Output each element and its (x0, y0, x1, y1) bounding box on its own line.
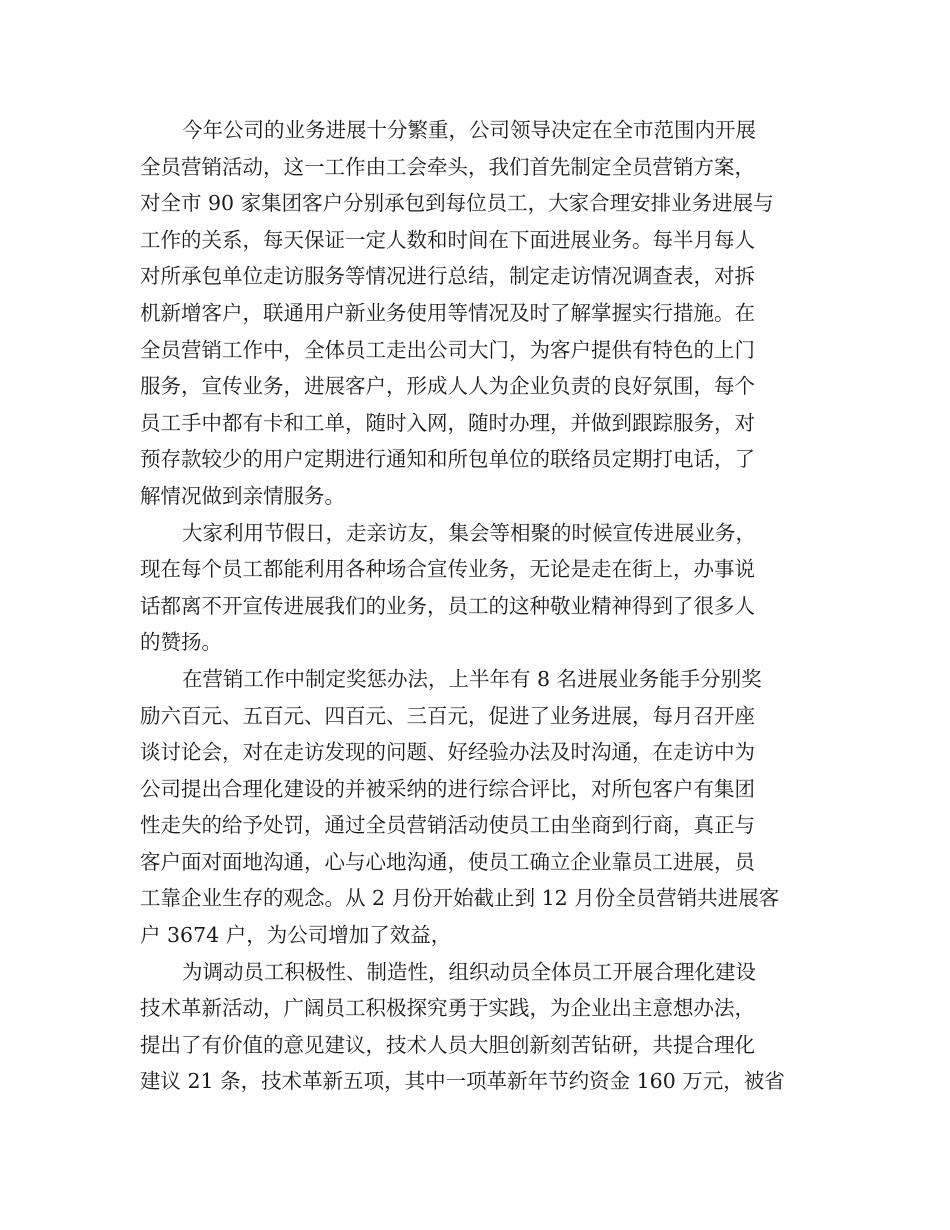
text-line: 工靠企业生存的观念。从 2 月份开始截止到 12 月份全员营销共进展客 (140, 886, 780, 911)
text-line: 今年公司的业务进展十分繁重，公司领导决定在全市范围内开展 (182, 118, 756, 142)
text-line: 全员营销工作中，全体员工走出公司大门，为客户提供有特色的上门 (140, 337, 755, 362)
text-line: 客户面对面地沟通，心与心地沟通，使员工确立企业靠员工进展，员 (140, 849, 755, 874)
text-line: 谈讨论会，对在走访发现的问题、好经验办法及时沟通，在走访中为 (140, 740, 755, 765)
text-line: 全员营销活动，这一工作由工会牵头，我们首先制定全员营销方案， (140, 154, 755, 179)
text-line: 员工手中都有卡和工单，随时入网，随时办理，并做到跟踪服务，对 (140, 410, 755, 435)
text-line: 励六百元、五百元、四百元、三百元，促进了业务进展，每月召开座 (140, 703, 755, 728)
text-line: 公司提出合理化建设的并被采纳的进行综合评比，对所包客户有集团 (140, 776, 755, 801)
text-line: 技术革新活动，广阔员工积极探究勇于实践，为企业出主意想办法， (140, 996, 755, 1021)
paragraph-3 (140, 661, 810, 954)
text-line: 机新增客户，联通用户新业务使用等情况及时了解掌握实行措施。在 (140, 300, 755, 325)
text-line: 服务，宣传业务，进展客户，形成人人为企业负责的良好氛围，每个 (140, 374, 755, 399)
text-line: 的赞扬。 (140, 630, 222, 655)
text-line: 解情况做到亲情服务。 (140, 483, 345, 508)
text-line: 对全市 90 家集团客户分别承包到每位员工，大家合理安排业务进展与 (140, 191, 774, 216)
text-line: 大家利用节假日，走亲访友，集会等相聚的时候宣传进展业务， (182, 520, 756, 545)
text-line: 建议 21 条，技术革新五项，其中一项革新年节约资金 160 万元，被省 (140, 1069, 785, 1094)
text-line: 预存款较少的用户定期进行通知和所包单位的联络员定期打电话，了 (140, 447, 755, 472)
text-line: 对所承包单位走访服务等情况进行总结，制定走访情况调查表，对拆 (140, 264, 755, 289)
text-line: 现在每个员工都能利用各种场合宣传业务，无论是走在街上，办事说 (140, 557, 755, 582)
paragraph-4 (140, 954, 810, 1100)
paragraph-2 (140, 515, 810, 661)
text-line: 提出了有价值的意见建议，技术人员大胆创新刻苦钻研，共提合理化 (140, 1032, 755, 1057)
text-line: 在营销工作中制定奖惩办法，上半年有 8 名进展业务能手分别奖 (182, 666, 762, 691)
text-line: 性走失的给予处罚，通过全员营销活动使员工由坐商到行商，真正与 (140, 813, 755, 838)
paragraph-1 (140, 112, 810, 515)
text-line: 工作的关系，每天保证一定人数和时间在下面进展业务。每半月每人 (140, 227, 755, 252)
text-line: 户 3674 户，为公司增加了效益， (140, 923, 452, 948)
text-line: 话都离不开宣传进展我们的业务，员工的这种敬业精神得到了很多人 (140, 593, 755, 618)
text-line: 为调动员工积极性、制造性，组织动员全体员工开展合理化建设 (182, 959, 756, 984)
document-body (140, 112, 810, 1100)
